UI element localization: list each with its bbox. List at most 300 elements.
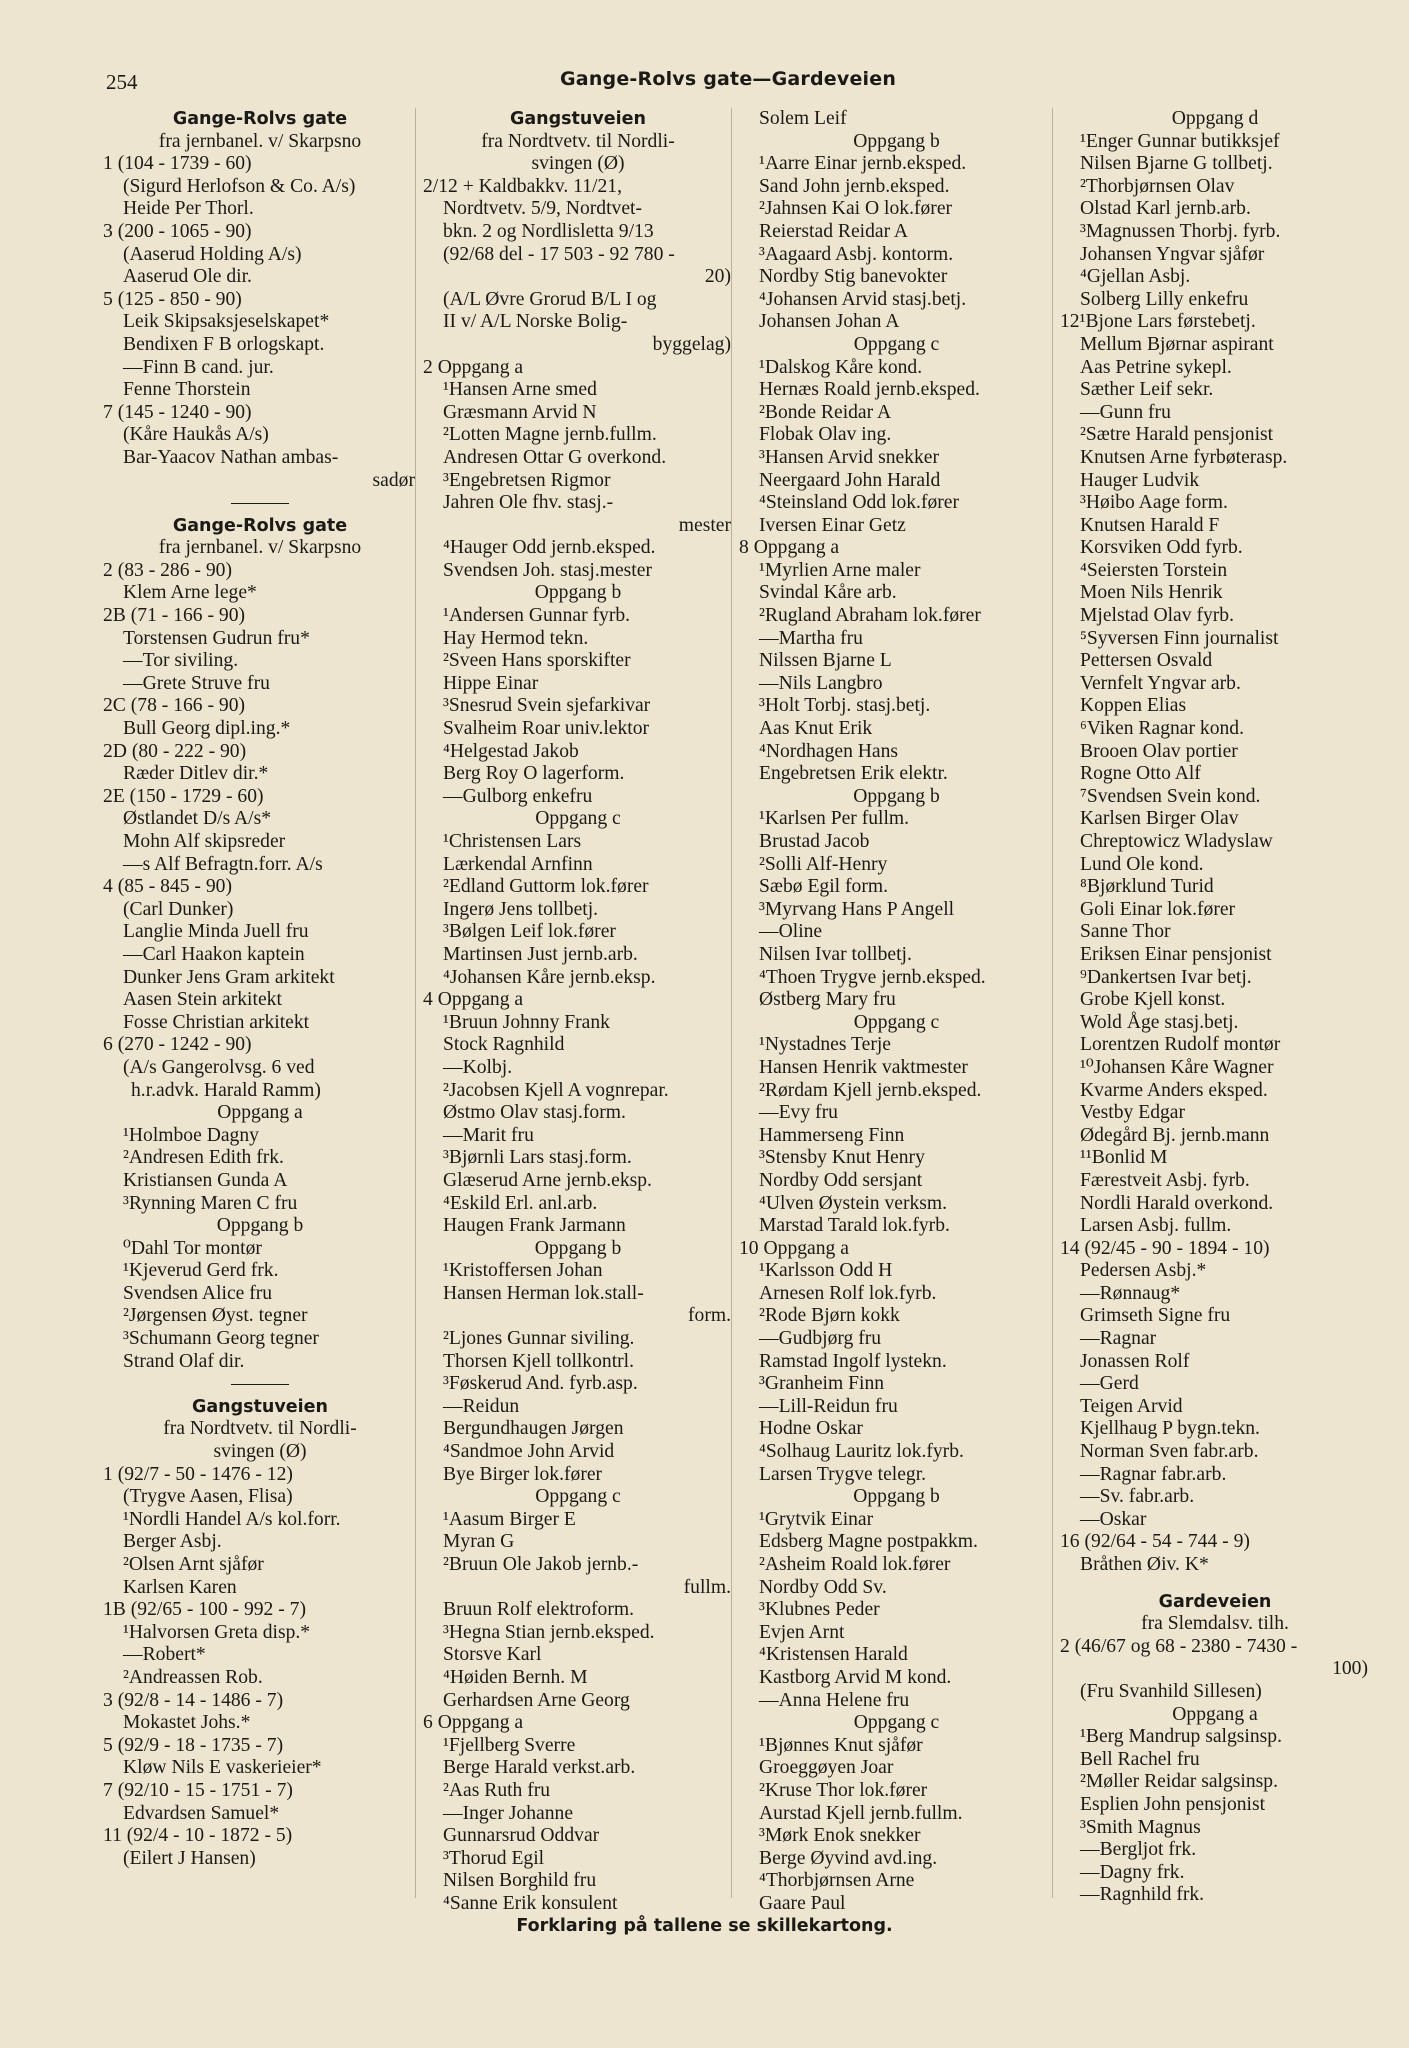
resident-entry: h.r.advk. Harald Ramm) [131, 1079, 321, 1101]
resident-entry: —Carl Haakon kaptein [123, 943, 305, 965]
resident-entry: Myran G [443, 1531, 515, 1553]
resident-entry: —Oline [759, 921, 823, 943]
resident-entry: Eriksen Einar pensjonist [1080, 943, 1272, 965]
resident-entry: Kjellhaug P bygn.tekn. [1080, 1418, 1260, 1440]
resident-entry: ⁴Thorbjørnsen Arne [759, 1870, 915, 1892]
section-label: Oppgang b [853, 1486, 940, 1508]
resident-entry: Dunker Jens Gram arkitekt [123, 966, 335, 988]
resident-entry: Vernfelt Yngvar arb. [1080, 672, 1241, 694]
section-label: Oppgang c [853, 333, 940, 355]
resident-entry: Pedersen Asbj.* [1080, 1260, 1207, 1282]
resident-entry: Glæserud Arne jernb.eksp. [443, 1169, 652, 1191]
resident-entry: ³Thorud Egil [443, 1847, 545, 1869]
resident-entry: ¹Christensen Lars [443, 831, 582, 852]
resident-entry: Nordby Odd Sv. [759, 1576, 887, 1598]
resident-entry: ²Sætre Harald pensjonist [1080, 424, 1274, 446]
resident-entry: Flobak Olav ing. [759, 424, 892, 446]
continuation-text: fullm. [683, 1576, 731, 1598]
address-number: 2 (46/67 og 68 - 2380 - 7430 - [1060, 1635, 1298, 1657]
resident-entry: Karlsen Karen [123, 1576, 237, 1598]
resident-entry: Langlie Minda Juell fru [123, 921, 309, 943]
resident-entry: ²Asheim Roald lok.fører [759, 1554, 951, 1575]
resident-entry: Nilsen Bjarne G tollbetj. [1080, 153, 1273, 175]
street-heading: Gange-Rolvs gate [172, 515, 348, 536]
resident-entry: Aas Petrine sykepl. [1080, 356, 1232, 378]
resident-entry: ³Stensby Knut Henry [759, 1147, 925, 1169]
address-number: 2 Oppgang a [423, 356, 524, 378]
resident-entry: —s Alf Befragtn.forr. A/s [123, 853, 323, 875]
address-number: 2 (83 - 286 - 90) [103, 559, 232, 581]
running-head: Gange-Rolvs gate—Gardeveien [560, 68, 897, 90]
resident-entry: Kløw Nils E vaskerieier* [123, 1757, 322, 1779]
continuation-text: 100) [1332, 1658, 1368, 1680]
resident-entry: —Anna Helene fru [759, 1689, 910, 1711]
resident-entry: Hauger Ludvik [1080, 469, 1200, 491]
resident-entry: Nilssen Bjarne L [759, 650, 892, 672]
resident-entry: ²Sveen Hans sporskifter [443, 650, 631, 672]
resident-entry: ³Klubnes Peder [759, 1599, 880, 1621]
resident-entry: ⁶Viken Ragnar kond. [1080, 718, 1245, 740]
section-label: Oppgang b [534, 582, 622, 604]
resident-entry: ⁵Syversen Finn journalist [1080, 627, 1279, 649]
resident-entry: —Lill-Reidun fru [759, 1395, 898, 1417]
resident-entry: Olstad Karl jernb.arb. [1080, 198, 1251, 220]
resident-entry: ¹Kristoffersen Johan [443, 1260, 603, 1282]
resident-entry: ²Andresen Edith frk. [123, 1147, 284, 1169]
resident-entry: ¹Karlsen Per fullm. [759, 808, 910, 830]
spacer [1060, 1577, 1370, 1591]
resident-entry: —Gudbjørg fru [759, 1328, 882, 1350]
resident-entry: Mjelstad Olav fyrb. [1080, 605, 1234, 627]
resident-entry: ¹Fjellberg Sverre [443, 1734, 576, 1756]
resident-entry: ³Mørk Enok snekker [759, 1825, 921, 1847]
resident-entry: Lærkendal Arnfinn [443, 853, 593, 875]
resident-entry: —Gerd [1080, 1373, 1139, 1395]
section-divider [103, 1373, 417, 1396]
resident-entry: ³Snesrud Svein sjefarkivar [443, 695, 651, 717]
resident-entry: Torstensen Gudrun fru* [123, 627, 310, 649]
resident-entry: Johansen Yngvar sjåfør [1080, 243, 1265, 265]
page-number: 254 [106, 70, 138, 94]
address-number: 3 (200 - 1065 - 90) [103, 220, 252, 242]
resident-entry: ¹Andersen Gunnar fyrb. [443, 605, 631, 627]
resident-entry: ²Rode Bjørn kokk [759, 1305, 900, 1327]
resident-entry: —Gulborg enkefru [443, 785, 593, 807]
divider-rule [231, 503, 289, 504]
resident-entry: Berge Øyvind avd.ing. [759, 1847, 938, 1869]
resident-entry: ³Schumann Georg tegner [123, 1328, 319, 1350]
resident-entry: Hodne Oskar [759, 1418, 863, 1440]
resident-entry: Sanne Thor [1080, 921, 1171, 943]
resident-entry: ³Høibo Aage form. [1080, 492, 1228, 514]
resident-entry: Heide Per Thorl. [123, 198, 254, 220]
resident-entry: ²Møller Reidar salgsinsp. [1080, 1771, 1278, 1793]
resident-entry: Grimseth Signe fru [1080, 1305, 1231, 1327]
resident-entry: Larsen Trygve telegr. [759, 1463, 927, 1485]
address-number: 2E (150 - 1729 - 60) [103, 785, 264, 807]
resident-entry: Brooen Olav portier [1080, 740, 1238, 762]
resident-entry: Knutsen Harald F [1080, 514, 1220, 536]
resident-entry: Berge Harald verkst.arb. [443, 1757, 636, 1779]
resident-entry: (Eilert J Hansen) [123, 1847, 256, 1869]
resident-entry: —Sv. fabr.arb. [1080, 1486, 1195, 1508]
address-number: 16 (92/64 - 54 - 744 - 9) [1060, 1531, 1250, 1553]
resident-entry: Pettersen Osvald [1080, 650, 1213, 672]
resident-entry: Bergundhaugen Jørgen [443, 1418, 624, 1440]
resident-entry: —Evy fru [759, 1102, 838, 1124]
resident-entry: ¹Karlsson Odd H [759, 1260, 893, 1282]
column-2 [423, 108, 733, 1916]
resident-entry: ¹Nordli Handel A/s kol.forr. [123, 1508, 341, 1530]
address-number: 3 (92/8 - 14 - 1486 - 7) [103, 1689, 284, 1711]
resident-entry: —Kolbj. [443, 1056, 513, 1078]
resident-entry: Haugen Frank Jarmann [443, 1215, 626, 1237]
resident-entry: Bell Rachel fru [1080, 1748, 1200, 1770]
resident-entry: Hammerseng Finn [759, 1124, 905, 1146]
resident-entry: ³Føskerud And. fyrb.asp. [443, 1373, 638, 1395]
resident-entry: Bull Georg dipl.ing.* [123, 718, 291, 740]
resident-entry: Karlsen Birger Olav [1080, 808, 1239, 830]
resident-entry: ³Holt Torbj. stasj.betj. [759, 695, 931, 717]
resident-entry: Rogne Otto Alf [1080, 763, 1201, 785]
resident-entry: Strand Olaf dir. [123, 1350, 245, 1372]
footer-note: Forklaring på tallene se skillekartong. [516, 1916, 893, 1936]
resident-entry: Lorentzen Rudolf montør [1080, 1034, 1281, 1056]
resident-entry: ⁴Johansen Kåre jernb.eksp. [443, 966, 656, 988]
resident-entry: ²Jacobsen Kjell A vognrepar. [443, 1079, 669, 1101]
continuation-text: 20) [704, 266, 731, 288]
resident-entry: ³Bjørnli Lars stasj.form. [443, 1147, 632, 1169]
resident-entry: ²Olsen Arnt sjåfør [123, 1554, 264, 1575]
resident-entry: ¹Grytvik Einar [759, 1508, 874, 1530]
resident-entry: Storsve Karl [443, 1644, 542, 1666]
resident-entry: Johansen Johan A [759, 311, 900, 333]
resident-entry: Hippe Einar [443, 672, 539, 694]
resident-entry: ²Solli Alf-Henry [759, 853, 888, 875]
resident-entry: Larsen Asbj. fullm. [1080, 1215, 1232, 1237]
resident-entry: Brustad Jacob [759, 831, 870, 852]
continuation-text: sadør [372, 469, 415, 491]
section-label: Oppgang b [216, 1215, 304, 1237]
resident-entry: —Martha fru [759, 627, 863, 649]
resident-entry: Kvarme Anders eksped. [1080, 1079, 1268, 1101]
section-label: Oppgang a [1172, 1703, 1258, 1725]
resident-entry: Gaare Paul [759, 1892, 846, 1914]
section-divider [103, 492, 417, 515]
resident-entry: Græsmann Arvid N [443, 401, 597, 423]
resident-entry: —Ragnar fabr.arb. [1080, 1463, 1227, 1485]
resident-entry: Østberg Mary fru [759, 989, 896, 1011]
resident-entry: (A/L Øvre Grorud B/L I og [443, 288, 657, 310]
resident-entry: ³Granheim Finn [759, 1373, 885, 1395]
resident-entry: Stock Ragnhild [443, 1034, 565, 1056]
resident-entry: ³Myrvang Hans P Angell [759, 898, 955, 920]
address-number: 12¹Bjone Lars førstebetj. [1060, 311, 1256, 333]
resident-entry: ²Andreassen Rob. [123, 1666, 263, 1688]
resident-entry: Grobe Kjell konst. [1080, 989, 1226, 1011]
column-4 [1060, 108, 1370, 1916]
resident-entry: (Sigurd Herlofson & Co. A/s) [123, 175, 356, 197]
resident-entry: Edsberg Magne postpakkm. [759, 1531, 978, 1553]
section-label: svingen (Ø) [531, 153, 625, 175]
address-number: 4 (85 - 845 - 90) [103, 876, 232, 898]
resident-entry: Arnesen Rolf lok.fyrb. [759, 1282, 937, 1304]
resident-entry: Korsviken Odd fyrb. [1080, 537, 1243, 559]
resident-entry: ¹Halvorsen Greta disp.* [123, 1621, 311, 1643]
resident-entry: —Nils Langbro [759, 672, 883, 694]
resident-entry: Engebretsen Erik elektr. [759, 763, 948, 785]
resident-entry: ³Hansen Arvid snekker [759, 446, 939, 468]
resident-entry: Fosse Christian arkitekt [123, 1011, 310, 1033]
address-number: 14 (92/45 - 90 - 1894 - 10) [1060, 1237, 1270, 1259]
resident-entry: ²Thorbjørnsen Olav [1080, 175, 1235, 197]
resident-entry: ²Ljones Gunnar siviling. [443, 1328, 635, 1350]
resident-entry: —Grete Struve fru [123, 672, 270, 694]
resident-entry: Fenne Thorstein [123, 379, 251, 401]
resident-entry: ⁴Sandmoe John Arvid [443, 1441, 615, 1463]
resident-entry: Østmo Olav stasj.form. [443, 1102, 626, 1124]
resident-entry: Hay Hermod tekn. [443, 627, 589, 649]
resident-entry: Jonassen Rolf [1080, 1350, 1190, 1372]
resident-entry: ³Aagaard Asbj. kontorm. [759, 243, 954, 265]
resident-entry: —Gunn fru [1080, 401, 1171, 423]
resident-entry: Nilsen Ivar tollbetj. [759, 943, 912, 965]
resident-entry: Klem Arne lege* [123, 582, 257, 604]
resident-entry: Aurstad Kjell jernb.fullm. [759, 1802, 963, 1824]
address-number: 5 (125 - 850 - 90) [103, 288, 242, 310]
divider-rule [231, 1384, 289, 1385]
resident-entry: ⁸Bjørklund Turid [1080, 876, 1214, 898]
resident-entry: Andresen Ottar G overkond. [443, 446, 667, 468]
resident-entry: ⁴Steinsland Odd lok.fører [759, 492, 960, 514]
resident-entry: Nilsen Borghild fru [443, 1870, 597, 1892]
resident-entry: Reierstad Reidar A [759, 220, 909, 242]
resident-entry: Teigen Arvid [1080, 1395, 1183, 1417]
resident-entry: Knutsen Arne fyrbøterasp. [1080, 446, 1288, 468]
resident-entry: ¹Nystadnes Terje [759, 1034, 892, 1056]
resident-entry: —Dagny frk. [1080, 1861, 1185, 1883]
resident-entry: ⁴Solhaug Lauritz lok.fyrb. [759, 1441, 964, 1463]
resident-entry: —Tor siviling. [123, 650, 239, 672]
address-number: 2D (80 - 222 - 90) [103, 740, 247, 762]
resident-entry: Østlandet D/s A/s* [123, 808, 272, 830]
resident-entry: ⁷Svendsen Svein kond. [1080, 785, 1261, 807]
resident-entry: Ramstad Ingolf lystekn. [759, 1350, 947, 1372]
resident-entry: Berger Asbj. [123, 1531, 222, 1553]
address-number: 1 (92/7 - 50 - 1476 - 12) [103, 1463, 293, 1485]
resident-entry: ¹Enger Gunnar butikksjef [1080, 130, 1280, 152]
resident-entry: Bråthen Øiv. K* [1080, 1554, 1209, 1575]
resident-entry: Ræder Ditlev dir.* [123, 763, 269, 785]
section-label: Oppgang c [535, 808, 621, 830]
resident-entry: ¹Bjønnes Knut sjåfør [759, 1734, 923, 1756]
directory-columns [103, 108, 1371, 1914]
resident-entry: ¹Berg Mandrup salgsinsp. [1080, 1726, 1282, 1748]
resident-entry: ¹Aasum Birger E [443, 1508, 576, 1530]
resident-entry: Koppen Elias [1080, 695, 1187, 717]
resident-entry: Hansen Henrik vaktmester [759, 1056, 968, 1078]
resident-entry: ⁴Sanne Erik konsulent [443, 1892, 618, 1914]
section-label: Oppgang b [534, 1237, 622, 1259]
resident-entry: Ødegård Bj. jernb.mann [1080, 1124, 1270, 1146]
resident-entry: ²Kruse Thor lok.fører [759, 1779, 928, 1801]
resident-entry: —Ragnar [1080, 1328, 1157, 1350]
resident-entry: ⁴Ulven Øystein verksm. [759, 1192, 948, 1214]
resident-entry: (92/68 del - 17 503 - 92 780 - [443, 243, 675, 265]
resident-entry: Iversen Einar Getz [759, 514, 906, 536]
resident-entry: ⁴Seiersten Torstein [1080, 559, 1228, 581]
resident-entry: Mohn Alf skipsreder [123, 831, 286, 852]
resident-entry: Jahren Ole fhv. stasj.- [443, 492, 614, 514]
resident-entry: (Carl Dunker) [123, 898, 234, 920]
resident-entry: Bruun Rolf elektroform. [443, 1599, 635, 1621]
resident-entry: ²Aas Ruth fru [443, 1779, 551, 1801]
street-heading: Gangstuveien [509, 109, 646, 129]
resident-entry: (Trygve Aasen, Flisa) [123, 1486, 293, 1508]
resident-entry: Bar-Yaacov Nathan ambas- [123, 446, 339, 468]
address-number: 2C (78 - 166 - 90) [103, 695, 246, 717]
resident-entry: ⁴Johansen Arvid stasj.betj. [759, 288, 967, 310]
resident-entry: Færestveit Asbj. fyrb. [1080, 1169, 1250, 1191]
continuation-text: byggelag) [652, 333, 731, 355]
section-label: Oppgang a [217, 1102, 303, 1124]
resident-entry: —Bergljot frk. [1080, 1839, 1197, 1861]
resident-entry: Gunnarsrud Oddvar [443, 1825, 600, 1847]
resident-entry: Norman Sven fabr.arb. [1080, 1441, 1259, 1463]
address-number: 10 Oppgang a [739, 1237, 849, 1259]
resident-entry: ⁴Høiden Bernh. M [443, 1666, 588, 1688]
resident-entry: Edvardsen Samuel* [123, 1802, 280, 1824]
resident-entry: Nordtvetv. 5/9, Nordtvet- [443, 198, 642, 220]
address-number: 6 Oppgang a [423, 1712, 524, 1734]
resident-entry: ¹Hansen Arne smed [443, 379, 597, 401]
section-label: Oppgang c [535, 1486, 621, 1508]
resident-entry: Nordby Odd sersjant [759, 1169, 923, 1191]
resident-entry: —Rønnaug* [1080, 1282, 1181, 1304]
resident-entry: ²Jørgensen Øyst. tegner [123, 1305, 308, 1327]
resident-entry: ⁴Gjellan Asbj. [1080, 266, 1191, 288]
section-label: Oppgang d [1171, 108, 1259, 129]
resident-entry: Svindal Kåre arb. [759, 582, 897, 604]
resident-entry: Neergaard John Harald [759, 469, 941, 491]
resident-entry: ¹Dalskog Kåre kond. [759, 356, 923, 378]
resident-entry: ²Jahnsen Kai O lok.fører [759, 198, 953, 220]
resident-entry: bkn. 2 og Nordlisletta 9/13 [443, 220, 654, 242]
resident-entry: Berg Roy O lagerform. [443, 763, 625, 785]
address-number: 5 (92/9 - 18 - 1735 - 7) [103, 1734, 284, 1756]
continuation-text: mester [678, 514, 731, 536]
resident-entry: Kastborg Arvid M kond. [759, 1666, 952, 1688]
resident-entry: (Aaserud Holding A/s) [123, 243, 302, 265]
address-number: 6 (270 - 1242 - 90) [103, 1034, 252, 1056]
resident-entry: ¹Aarre Einar jernb.eksped. [759, 153, 967, 175]
resident-entry: Svendsen Joh. stasj.mester [443, 559, 652, 581]
resident-entry: ²Bruun Ole Jakob jernb.- [443, 1554, 639, 1575]
resident-entry: (Fru Svanhild Sillesen) [1080, 1680, 1262, 1702]
section-label: fra jernbanel. v/ Skarpsno [158, 130, 362, 152]
resident-entry: —Inger Johanne [443, 1802, 574, 1824]
resident-entry: Martinsen Just jernb.arb. [443, 943, 638, 965]
resident-entry: ¹¹Bonlid M [1080, 1147, 1168, 1169]
address-number: 1 (104 - 1739 - 60) [103, 153, 252, 175]
resident-entry: ¹Kjeverud Gerd frk. [123, 1260, 279, 1282]
resident-entry: Marstad Tarald lok.fyrb. [759, 1215, 950, 1237]
resident-entry: ³Magnussen Thorbj. fyrb. [1080, 220, 1281, 242]
column-3 [739, 108, 1054, 1916]
resident-entry: II v/ A/L Norske Bolig- [443, 311, 628, 333]
resident-entry: Hernæs Roald jernb.eksped. [759, 379, 980, 401]
resident-entry: ⁰Dahl Tor montør [123, 1237, 262, 1259]
address-number: 7 (145 - 1240 - 90) [103, 401, 252, 423]
section-label: fra Nordtvetv. til Nordli- [481, 130, 675, 152]
resident-entry: Sæther Leif sekr. [1080, 379, 1214, 401]
resident-entry: Leik Skipsaksjeselskapet* [123, 311, 330, 333]
section-label: fra Nordtvetv. til Nordli- [163, 1418, 357, 1440]
address-number: 2/12 + Kaldbakkv. 11/21, [423, 175, 622, 197]
resident-entry: ⁴Nordhagen Hans [759, 740, 899, 762]
resident-entry: ⁴Eskild Erl. anl.arb. [443, 1192, 598, 1214]
section-label: fra jernbanel. v/ Skarpsno [158, 537, 362, 559]
resident-entry: Aas Knut Erik [759, 718, 873, 740]
resident-entry: ²Rugland Abraham lok.fører [759, 605, 981, 627]
resident-entry: Mokastet Johs.* [123, 1712, 251, 1734]
resident-entry: Wold Åge stasj.betj. [1080, 1011, 1239, 1033]
resident-entry: ¹Holmboe Dagny [123, 1124, 259, 1146]
resident-entry: —Marit fru [443, 1124, 534, 1146]
resident-entry: Esplien John pensjonist [1080, 1793, 1266, 1815]
resident-entry: Sand John jernb.eksped. [759, 175, 950, 197]
resident-entry: ²Edland Guttorm lok.fører [443, 876, 649, 898]
resident-entry: —Finn B cand. jur. [123, 356, 274, 378]
resident-entry: Svalheim Roar univ.lektor [443, 718, 650, 740]
resident-entry: ¹Bruun Johnny Frank [443, 1011, 610, 1033]
resident-entry: Mellum Bjørnar aspirant [1080, 333, 1274, 355]
resident-entry: (A/s Gangerolvsg. 6 ved [123, 1056, 315, 1078]
resident-entry: ⁹Dankertsen Ivar betj. [1080, 966, 1252, 988]
resident-entry: Evjen Arnt [759, 1621, 845, 1643]
address-number: 11 (92/4 - 10 - 1872 - 5) [103, 1825, 293, 1847]
section-label: Oppgang b [853, 130, 940, 152]
resident-entry: ³Rynning Maren C fru [123, 1192, 298, 1214]
column-1 [103, 108, 417, 1916]
resident-entry: ³Hegna Stian jernb.eksped. [443, 1621, 655, 1643]
resident-entry: Solberg Lilly enkefru [1080, 288, 1249, 310]
resident-entry: ²Rørdam Kjell jernb.eksped. [759, 1079, 982, 1101]
resident-entry: —Robert* [123, 1644, 206, 1666]
resident-entry: Nordby Stig banevokter [759, 266, 948, 288]
resident-entry: ⁴Thoen Trygve jernb.eksped. [759, 966, 986, 988]
resident-entry: (Kåre Haukås A/s) [123, 424, 269, 446]
resident-entry: —Oskar [1080, 1508, 1147, 1530]
resident-entry: Aaserud Ole dir. [123, 266, 252, 288]
resident-entry: ¹⁰Johansen Kåre Wagner [1080, 1056, 1274, 1078]
address-number: 8 Oppgang a [739, 537, 840, 559]
resident-entry: ⁴Kristensen Harald [759, 1644, 908, 1666]
resident-entry: Vestby Edgar [1080, 1102, 1186, 1124]
resident-entry: —Ragnhild frk. [1080, 1884, 1205, 1906]
resident-entry: Hansen Herman lok.stall- [443, 1282, 644, 1304]
resident-entry: Moen Nils Henrik [1080, 582, 1223, 604]
resident-entry: Chreptowicz Wladyslaw [1080, 831, 1273, 852]
section-label: fra Slemdalsv. tilh. [1141, 1613, 1289, 1635]
resident-entry: ³Bølgen Leif lok.fører [443, 921, 616, 943]
street-heading: Gange-Rolvs gate [172, 109, 348, 129]
resident-entry: Gerhardsen Arne Georg [443, 1689, 630, 1711]
address-number: 1B (92/65 - 100 - 992 - 7) [103, 1599, 306, 1621]
section-label: Oppgang c [853, 1011, 940, 1033]
street-heading: Gardeveien [1158, 1591, 1272, 1612]
resident-entry: Bendixen F B orlogskapt. [123, 333, 325, 355]
